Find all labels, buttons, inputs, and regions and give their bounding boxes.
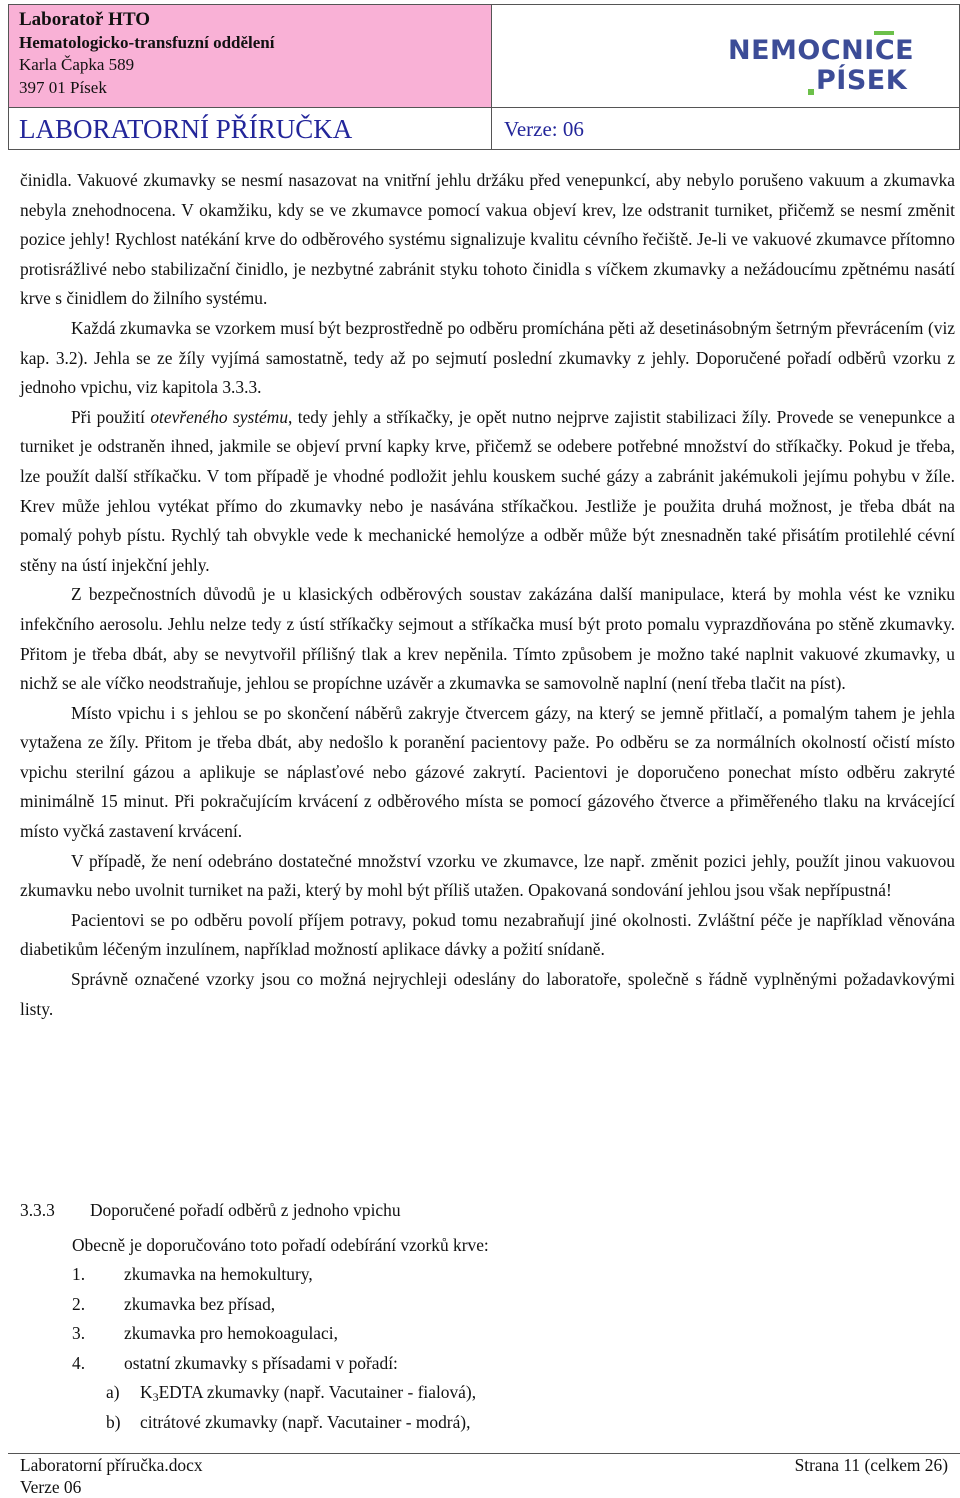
order-list: [72, 1260, 398, 1378]
list-item: [72, 1319, 398, 1349]
list-item-text: zkumavka pro hemokoagulaci,: [124, 1323, 338, 1343]
logo-accent-bar-1: [874, 31, 894, 35]
list-item-number: 1.: [72, 1264, 86, 1284]
sublist-item: [106, 1378, 476, 1408]
sublist-label: b): [106, 1411, 121, 1432]
sublist-label: a): [106, 1382, 120, 1402]
logo-text-pisek: PÍSEK: [816, 65, 908, 96]
document-version: Verze: 06: [492, 108, 960, 150]
lab-city: 397 01 Písek: [19, 77, 107, 97]
list-item-number: 2.: [72, 1293, 86, 1314]
document-footer: [20, 1454, 948, 1498]
lab-name: Laboratoř HTO: [19, 9, 151, 30]
logo-cell: [492, 4, 960, 108]
logo-text-nemocnice: NEMOCNICE: [728, 35, 915, 66]
paragraph-food-intake: Pacientovi se po odběru povolí příjem potravy, pokud tomu nezabraňují jiné okolnosti. Zvláštní péče je například věnována diabetikům léčeným inzulínem, například možností aplikace dávky a požití snídaně.: [20, 909, 955, 960]
open-system-text-before: Při použití: [71, 406, 151, 427]
paragraph-vacuum: činidla. Vakuové zkumavky se nesmí nasazovat na vnitřní jehlu držáku před venepunkcí, aby nebylo porušeno vakuum a zkumavka nebyla znehodnocena. V okamžiku, kdy se ve zkumavce pomocí vakua objeví krev, lze odstranit turniket, přičemž se nesmí změnit pozice jehly! Rychlost natékání krve do odběrového systému signalizuje kvalitu cévního řečiště. Je-li ve vakuové zkumavce přítomno protisrážlivé nebo stabilizační činidlo, je nezbytné zabránit styku tohoto činidla s víčkem zkumavky a nežádoucímu zpětnému nasátí krve s činidlem do žilního systému.: [20, 170, 955, 309]
lab-department: Hematologicko-transfuzní oddělení: [19, 32, 275, 52]
section-heading: [20, 1196, 401, 1225]
document-body: [20, 166, 955, 1024]
sublist-subscript: 3: [152, 1390, 159, 1404]
list-item: [72, 1260, 398, 1290]
sublist-text: EDTA zkumavky (např. Vacutainer - fialová),: [158, 1382, 477, 1402]
paragraph-open-system: [20, 403, 955, 581]
additive-sublist: [106, 1378, 476, 1437]
open-system-italic: otevřeného systému: [150, 406, 289, 427]
list-item-text: zkumavka na hemokultury,: [124, 1264, 313, 1284]
document-header: [8, 4, 960, 150]
lab-info-block: [8, 4, 492, 108]
paragraph-mixing: Každá zkumavka se vzorkem musí být bezprostředně po odběru promíchána pěti až desetinásobným šetrným převrácením (viz kap. 3.2). Jehla se ze žíly vyjímá samostatně, tedy až po sejmutí poslední zkumavky z jehly. Doporučené pořadí odběrů vzorku z jednoho vpichu, viz kapitola 3.3.3.: [20, 317, 955, 398]
hospital-logo: [728, 29, 928, 99]
sublist-text: citrátové zkumavky (např. Vacutainer - modrá),: [140, 1411, 471, 1432]
document-title: LABORATORNÍ PŘÍRUČKA: [8, 108, 492, 150]
list-item-number: 3.: [72, 1323, 86, 1343]
paragraph-labelled-samples: Správně označené vzorky jsou co možná nejrychleji odeslány do laboratoře, společně s řádně vyplněnými požadavkovými listy.: [20, 969, 955, 1019]
sublist-item: [106, 1408, 476, 1438]
list-item-text: ostatní zkumavky s přísadami v pořadí:: [124, 1352, 398, 1373]
sublist-text-k: K: [140, 1382, 153, 1402]
footer-page-number: Strana 11 (celkem 26): [794, 1455, 948, 1475]
logo-accent-bar-2: [808, 89, 814, 95]
section-intro: Obecně je doporučováno toto pořadí odebírání vzorků krve:: [72, 1235, 489, 1255]
paragraph-puncture-site: Místo vpichu i s jehlou se po skončení náběrů zakryje čtvercem gázy, na který se jemně přitlačí, a pomalým tahem je jehla vytažena ze žíly. Přitom je třeba dbát, aby nedošlo k poranění pacientovy paže. Po odběru se za normálních okolností očistí místo vpichu sterilní gázou a aplikuje se náplasťové nebo gázové zakrytí. Pacientovi je doporučeno ponechat místo odběru zakryté minimálně 15 minut. Při pokračujícím krvácení z odběrového místa se pomocí gázového čtverce a přiměřeného tlaku na krvácející místo vyčká zastavení krvácení.: [20, 702, 955, 842]
list-item: [72, 1290, 398, 1320]
section-title: Doporučené pořadí odběrů z jednoho vpichu: [90, 1200, 401, 1220]
list-item-number: 4.: [72, 1352, 86, 1373]
open-system-text-after: , tedy jehly a stříkačky, je opět nutno nejprve zajistit stabilizaci žíly. Provede se venepunkce a turniket je odstraněn ihned, jakmile se objeví první kapky krve, přičemž se odebere potřebné množství do stříkačky. Pokud je třeba, lze použít další stříkačku. V tom případě je vhodné podložit jehlu kouskem suché gázy a zabránit jakémukoli jejímu pohybu v žíle. Krev může jehlou vytékat přímo do zkumavky nebo je nasávána stříkačkou. Jestliže je použita druhá možnost, je třeba dbát na pomalý pohyb pístu. Rychlý tah obvykle vede k mechanické hemolýze a odběr může být znesnadněn také přisátím protilehlé cévní stěny na ústí injekční jehly.: [20, 406, 955, 575]
lab-street: Karla Čapka 589: [19, 55, 135, 74]
footer-filename: Laboratorní příručka.docx: [20, 1455, 203, 1475]
list-item-text: zkumavka bez přísad,: [124, 1293, 276, 1314]
paragraph-safety: Z bezpečnostních důvodů je u klasických odběrových soustav zakázána další manipulace, která by mohla vést ke vzniku infekčního aerosolu. Jehlu nelze tedy z ústí stříkačky sejmout a stříkačka musí být proto pomalu vyprazdňována po stěně zkumavky. Přitom je třeba dbát, aby se nevytvořil přílišný tlak a krev nepěnila. Tímto způsobem je možno také naplnit vakuové zkumavky, u nichž se ale víčko neodstraňuje, jehlou se propíchne uzávěr a zkumavka se samovolně naplní (není třeba tlačit na píst).: [20, 584, 955, 694]
list-item: [72, 1349, 398, 1379]
footer-version: Verze 06: [20, 1477, 82, 1497]
section-number: 3.3.3: [20, 1200, 55, 1220]
paragraph-insufficient-sample: V případě, že není odebráno dostatečné množství vzorku ve zkumavce, lze např. změnit pozici jehly, použít jinou vakuovou zkumavku nebo uvolnit turniket na paži, který by mohl být příliš utažen. Opakovaná sondování jehlou jsou však nepřípustná!: [20, 850, 955, 901]
